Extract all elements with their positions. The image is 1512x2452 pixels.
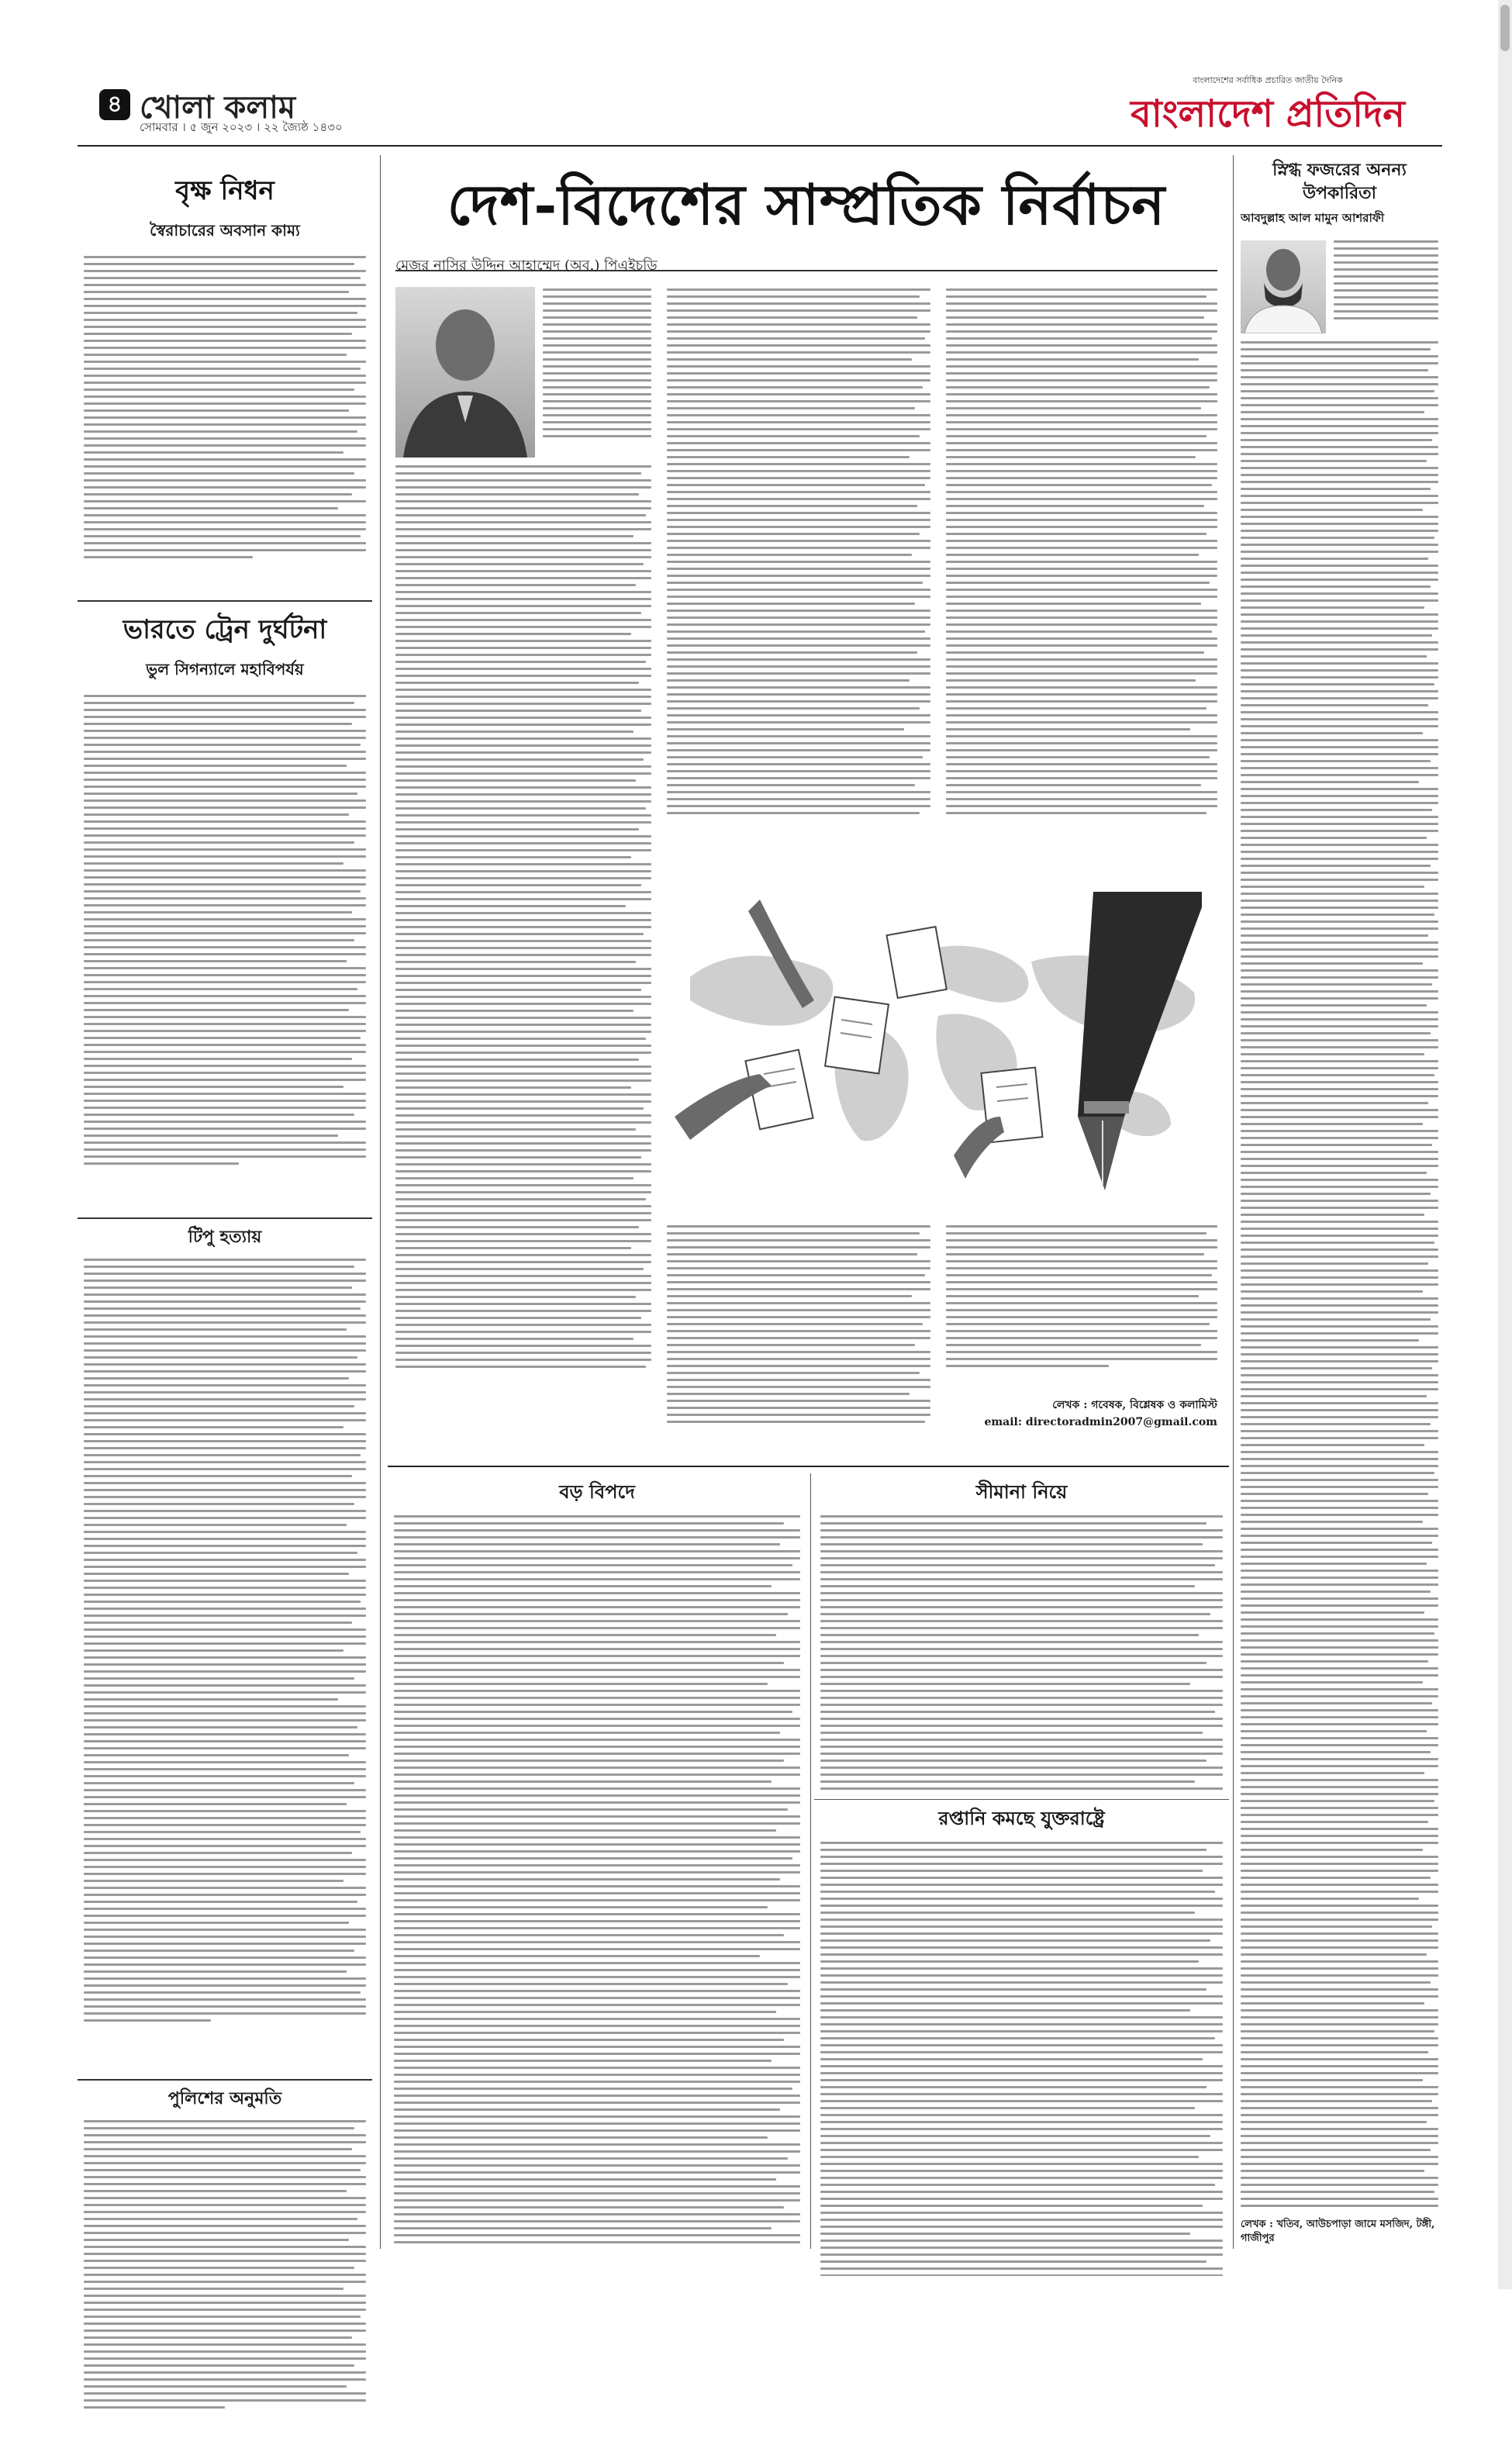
scrollbar-thumb[interactable] (1500, 5, 1510, 51)
masthead-tagline: বাংলাদেশের সর্বাধিক প্রচারিত জাতীয় দৈনিক (1193, 75, 1343, 85)
author-email[interactable]: email: directoradmin2007@gmail.com (984, 1416, 1217, 1428)
right-author-note: লেখক : খতিব, আউচপাড়া জামে মসজিদ, টঙ্গী, গাজীপুর (1241, 2219, 1435, 2244)
left-divider (380, 155, 381, 2249)
crisis-title: বড় বিপদে (559, 1480, 635, 1503)
page-header (78, 74, 1442, 140)
main-article (388, 155, 1225, 1458)
main-col-2b (667, 1225, 930, 1450)
train-body (78, 692, 372, 1210)
police-title: পুলিশের অনুমতি (167, 2088, 282, 2108)
tree-title: বৃক্ষ নিধন (175, 175, 274, 206)
author-photo (395, 287, 535, 458)
main-headline: দেশ-বিদেশের সাম্প্রতিক নির্বাচন (447, 171, 1166, 237)
right-author: আবদুল্লাহ আল মামুন আশরাফী (1241, 211, 1385, 225)
masthead: বাংলাদেশ প্রতিদিন (1131, 92, 1405, 136)
byline: মেজর নাসির উদ্দিন আহাম্মেদ (অব.) পিএইচডি (395, 257, 658, 274)
bottom-rule (388, 1466, 1229, 1467)
right-intro (1334, 240, 1438, 333)
right-body (1241, 341, 1438, 2210)
bottom-right (814, 1473, 1229, 2249)
border-body (814, 1515, 1229, 1794)
header-rule (78, 145, 1442, 147)
dateline: সোমবার । ৫ জুন ২০২৩ । ২২ জ্যৈষ্ঠ ১৪৩০ (140, 120, 343, 134)
border-title: সীমানা নিয়ে (975, 1480, 1068, 1503)
right-divider (1233, 155, 1234, 2249)
page-number-badge: ৪ (99, 89, 130, 120)
election-illustration (659, 884, 1217, 1217)
section-title: খোলা কলাম (140, 89, 296, 126)
right-author-photo (1241, 240, 1326, 333)
left-column (78, 155, 372, 2249)
main-col-1 (543, 288, 651, 459)
export-title: রপ্তানি কমছে যুক্তরাষ্ট্রে (938, 1807, 1105, 1829)
export-body (814, 1842, 1229, 2276)
tree-body (78, 253, 372, 592)
bottom-left (388, 1473, 806, 2249)
main-col-1b (395, 465, 651, 1442)
train-title: ভারতে ট্রেন দুর্ঘটনা (123, 614, 327, 645)
main-col-3 (946, 288, 1217, 878)
main-col-2 (667, 288, 930, 878)
police-body (78, 2114, 372, 2452)
right-column (1241, 155, 1438, 2249)
tree-subtitle: স্বৈরাচারের অবসান কাম্য (150, 221, 300, 240)
right-title: স্নিগ্ধ ফজরের অনন্য উপকারিতা (1272, 160, 1407, 203)
bottom-divider (810, 1473, 811, 2249)
main-col-3b (946, 1225, 1217, 1388)
crisis-body (388, 1515, 806, 2244)
scrollbar[interactable] (1498, 0, 1512, 2289)
author-note: লেখক : গবেষক, বিশ্লেষক ও কলামিস্ট (1052, 1399, 1217, 1411)
train-subtitle: ভুল সিগন্যালে মহাবিপর্যয় (146, 660, 304, 679)
tipu-title: টিপু হত্যায় (188, 1227, 262, 1247)
tipu-body (78, 1252, 372, 2071)
